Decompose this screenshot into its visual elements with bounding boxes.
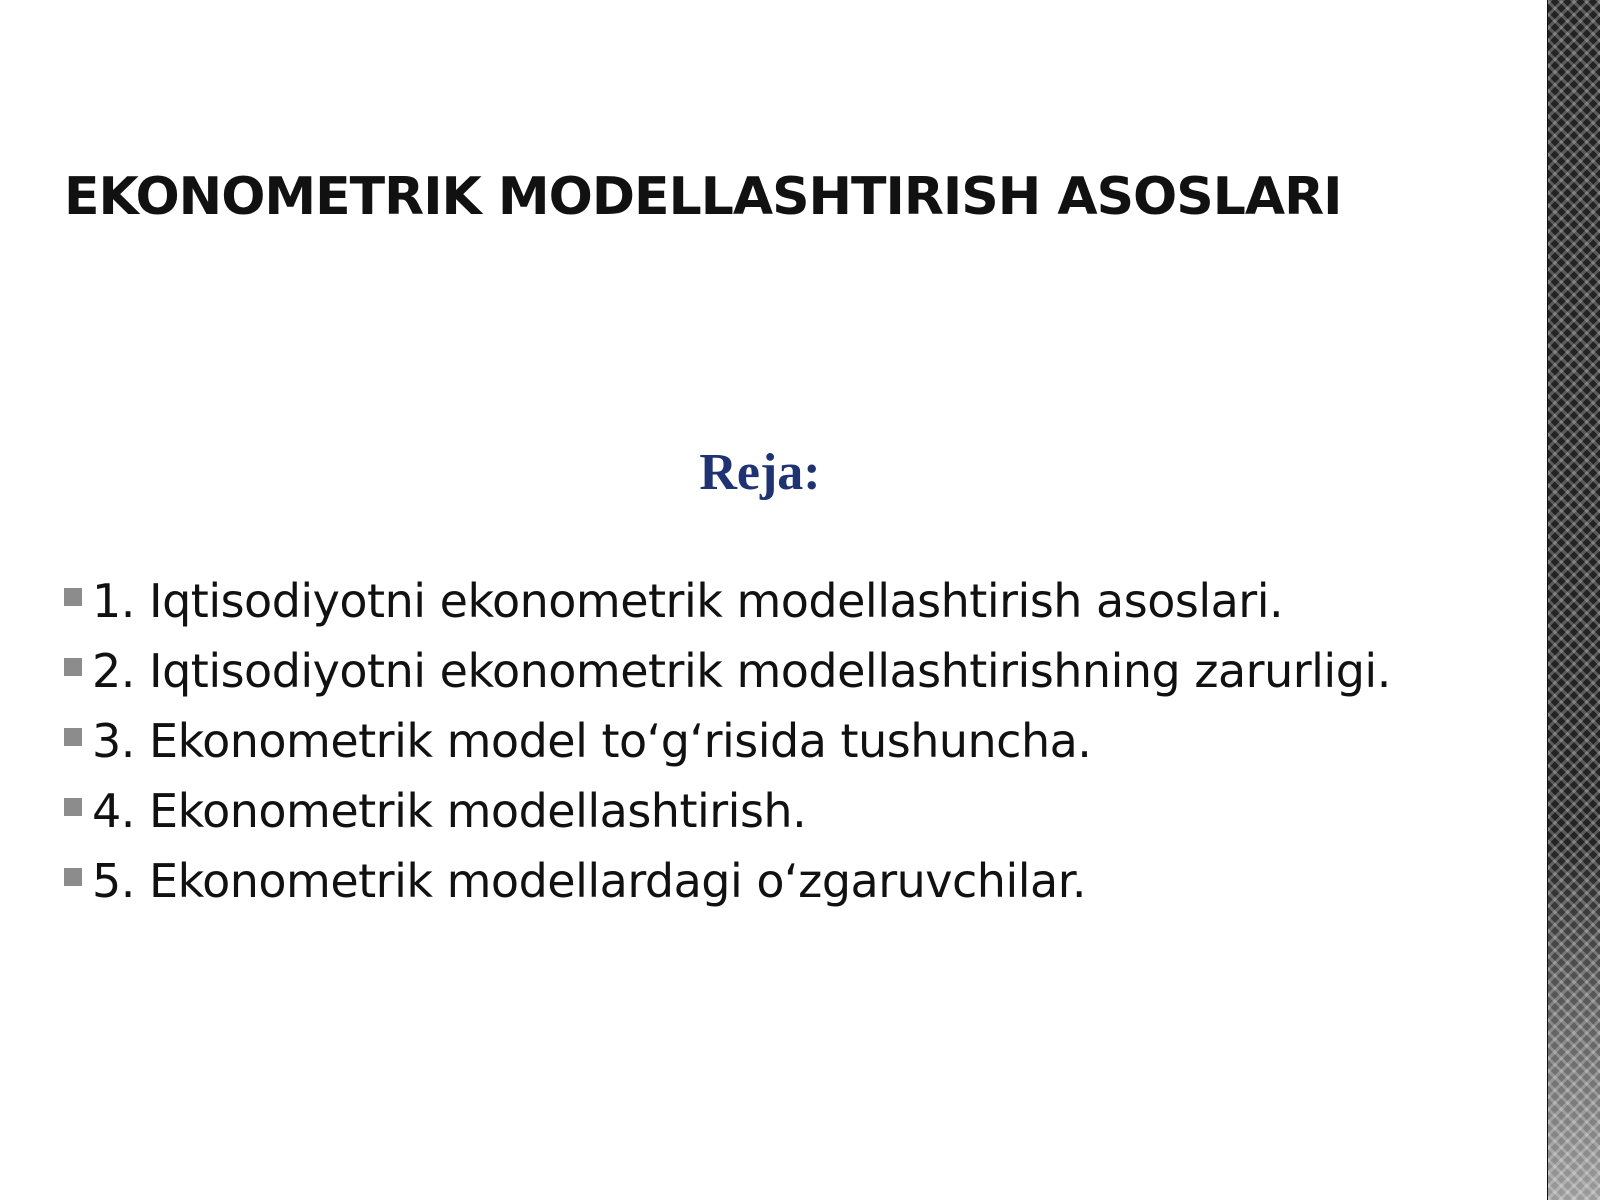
slide-title: EKONOMETRIK MODELLASHTIRISH ASOSLARI	[64, 167, 1342, 227]
decorative-edge-band	[1548, 0, 1600, 1200]
list-item-text: 5. Ekonometrik modellardagi o‘zgaruvchilar.	[92, 854, 1087, 908]
square-bullet-icon	[64, 728, 82, 746]
list-item	[64, 714, 1504, 768]
square-bullet-icon	[64, 588, 82, 606]
square-bullet-icon	[64, 658, 82, 676]
square-bullet-icon	[64, 798, 82, 816]
list-item-text: 1. Iqtisodiyotni ekonometrik modellashtirish asoslari.	[92, 574, 1284, 628]
list-item	[64, 644, 1504, 698]
list-item	[64, 854, 1504, 908]
list-item-text: 2. Iqtisodiyotni ekonometrik modellashtirishning zarurligi.	[92, 644, 1391, 698]
list-item-text: 3. Ekonometrik model to‘g‘risida tushuncha.	[92, 714, 1092, 768]
plan-list	[64, 574, 1504, 924]
list-item	[64, 574, 1504, 628]
plan-heading: Reja:	[699, 444, 821, 501]
list-item	[64, 784, 1504, 838]
square-bullet-icon	[64, 868, 82, 886]
list-item-text: 4. Ekonometrik modellashtirish.	[92, 784, 807, 838]
